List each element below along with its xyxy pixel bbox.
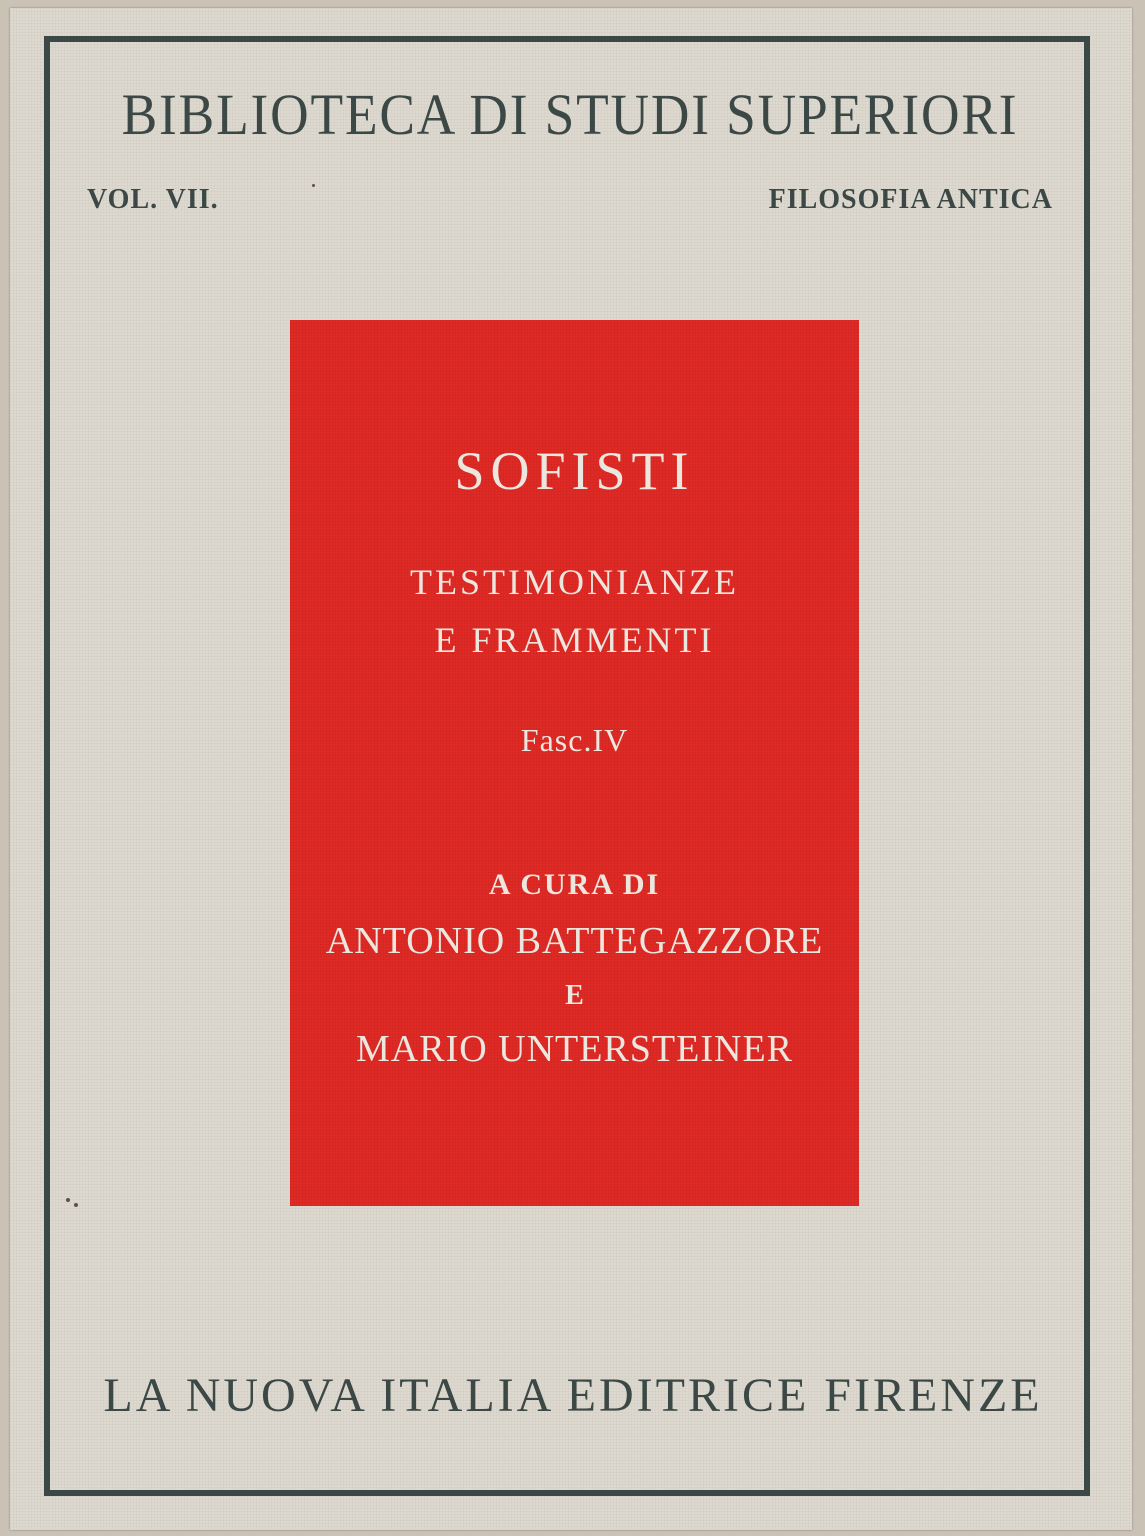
cloth-speck — [66, 1198, 70, 1202]
curated-by-label: A CURA DI — [488, 868, 661, 901]
editor-conjunction: E — [565, 980, 584, 1011]
series-title: BIBLIOTECA DI STUDI SUPERIORI — [121, 82, 1019, 147]
editor-name-1: ANTONIO BATTEGAZZORE — [325, 920, 824, 962]
cloth-speck — [312, 184, 315, 187]
editor-name-2: MARIO UNTERSTEINER — [355, 1028, 794, 1070]
cloth-speck — [74, 1203, 78, 1207]
fascicle-label: Fasc.IV — [520, 722, 629, 758]
section-label: FILOSOFIA ANTICA — [768, 184, 1053, 215]
publisher-name: LA NUOVA ITALIA EDITRICE FIRENZE — [103, 1369, 1043, 1422]
volume-label: VOL. VII. — [87, 184, 219, 215]
subtitle-line-2: E FRAMMENTI — [434, 620, 715, 660]
book-title: SOFISTI — [454, 441, 695, 501]
subtitle-line-1: TESTIMONIANZE — [410, 562, 739, 602]
